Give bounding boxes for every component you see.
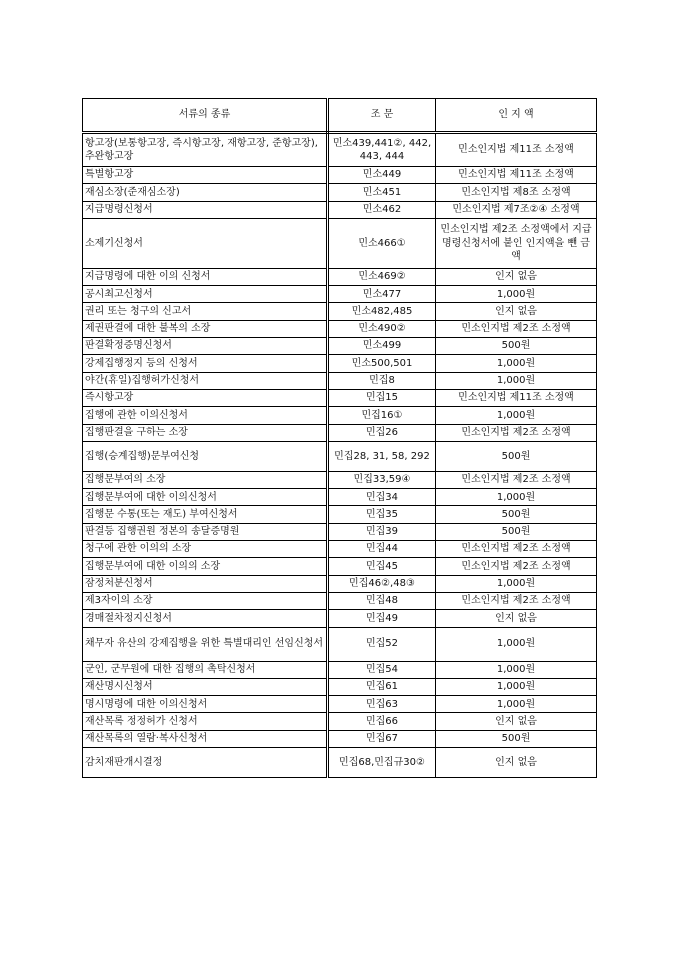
article-cell: 민소451 — [328, 184, 436, 201]
document-type-cell: 제권판결에 대한 불복의 소장 — [83, 320, 328, 337]
document-type-cell: 판결확정증명신청서 — [83, 338, 328, 355]
table-row — [83, 661, 597, 678]
article-cell: 민소500,501 — [328, 355, 436, 372]
header-stamp-fee: 인 지 액 — [436, 99, 597, 133]
stamp-fee-cell: 민소인지법 제8조 소정액 — [436, 184, 597, 201]
article-cell: 민집15 — [328, 389, 436, 406]
article-cell: 민집54 — [328, 661, 436, 678]
stamp-fee-cell: 민소인지법 제2조 소정액 — [436, 558, 597, 575]
stamp-fee-cell: 민소인지법 제2조 소정액 — [436, 424, 597, 441]
table-row — [83, 558, 597, 575]
stamp-fee-cell: 1,000원 — [436, 489, 597, 506]
article-cell: 민집52 — [328, 627, 436, 661]
document-type-cell: 재산목록 정정허가 신청서 — [83, 713, 328, 730]
stamp-fee-cell: 1,000원 — [436, 661, 597, 678]
article-cell: 민소439,441②, 442, 443, 444 — [328, 133, 436, 167]
article-cell: 민집44 — [328, 541, 436, 558]
article-cell: 민집67 — [328, 730, 436, 747]
document-type-cell: 집행(승계집행)문부여신청 — [83, 441, 328, 471]
document-type-cell: 소제기신청서 — [83, 218, 328, 268]
document-type-cell: 권리 또는 청구의 신고서 — [83, 303, 328, 320]
table-row — [83, 441, 597, 471]
table-row — [83, 575, 597, 592]
document-type-cell: 지급명령신청서 — [83, 201, 328, 218]
stamp-fee-cell: 민소인지법 제11조 소정액 — [436, 167, 597, 184]
article-cell: 민집39 — [328, 523, 436, 540]
document-type-cell: 군인, 군무원에 대한 집행의 촉탁신청서 — [83, 661, 328, 678]
article-cell: 민소477 — [328, 286, 436, 303]
table-row — [83, 303, 597, 320]
stamp-fee-cell: 인지 없음 — [436, 610, 597, 627]
stamp-fee-cell: 1,000원 — [436, 286, 597, 303]
article-cell: 민집16① — [328, 407, 436, 424]
article-cell: 민집8 — [328, 372, 436, 389]
document-type-cell: 공시최고신청서 — [83, 286, 328, 303]
stamp-fee-cell: 인지 없음 — [436, 268, 597, 285]
stamp-fee-table — [82, 98, 597, 778]
article-cell: 민소466① — [328, 218, 436, 268]
table-row — [83, 355, 597, 372]
document-type-cell: 집행문부여에 대한 이의신청서 — [83, 489, 328, 506]
document-type-cell: 야간(휴일)집행허가신청서 — [83, 372, 328, 389]
article-cell: 민소449 — [328, 167, 436, 184]
document-type-cell: 지급명령에 대한 이의 신청서 — [83, 268, 328, 285]
table-row — [83, 713, 597, 730]
stamp-fee-cell: 500원 — [436, 523, 597, 540]
table-row — [83, 592, 597, 609]
stamp-fee-cell: 1,000원 — [436, 575, 597, 592]
document-type-cell: 경매절차정지신청서 — [83, 610, 328, 627]
table-row — [83, 133, 597, 167]
table-row — [83, 523, 597, 540]
document-type-cell: 강제집행정지 등의 신청서 — [83, 355, 328, 372]
document-type-cell: 항고장(보통항고장, 즉시항고장, 재항고장, 준항고장), 추완항고장 — [83, 133, 328, 167]
table-row — [83, 167, 597, 184]
header-article: 조 문 — [328, 99, 436, 133]
document-type-cell: 판결등 집행권원 정본의 송달증명원 — [83, 523, 328, 540]
document-type-cell: 특별항고장 — [83, 167, 328, 184]
document-type-cell: 명시명령에 대한 이의신청서 — [83, 696, 328, 713]
table-row — [83, 506, 597, 523]
article-cell: 민집26 — [328, 424, 436, 441]
table-row — [83, 320, 597, 337]
stamp-fee-cell: 1,000원 — [436, 355, 597, 372]
table-row — [83, 627, 597, 661]
stamp-fee-cell: 1,000원 — [436, 696, 597, 713]
article-cell: 민집66 — [328, 713, 436, 730]
stamp-fee-cell: 민소인지법 제2조 소정액 — [436, 320, 597, 337]
article-cell: 민집49 — [328, 610, 436, 627]
stamp-fee-cell: 민소인지법 제2조 소정액 — [436, 471, 597, 488]
stamp-fee-cell: 인지 없음 — [436, 713, 597, 730]
article-cell: 민소462 — [328, 201, 436, 218]
document-type-cell: 제3자이의 소장 — [83, 592, 328, 609]
stamp-fee-cell: 민소인지법 제11조 소정액 — [436, 389, 597, 406]
stamp-fee-cell: 민소인지법 제11조 소정액 — [436, 133, 597, 167]
stamp-fee-cell: 인지 없음 — [436, 303, 597, 320]
document-type-cell: 집행문 수통(또는 재도) 부여신청서 — [83, 506, 328, 523]
stamp-fee-cell: 인지 없음 — [436, 748, 597, 778]
article-cell: 민소482,485 — [328, 303, 436, 320]
document-type-cell: 집행에 관한 이의신청서 — [83, 407, 328, 424]
article-cell: 민집61 — [328, 678, 436, 695]
table-row — [83, 541, 597, 558]
document-type-cell: 잠정처분신청서 — [83, 575, 328, 592]
article-cell: 민집48 — [328, 592, 436, 609]
stamp-fee-cell: 500원 — [436, 338, 597, 355]
document-type-cell: 감치재판개시결정 — [83, 748, 328, 778]
article-cell: 민집45 — [328, 558, 436, 575]
stamp-fee-cell: 1,000원 — [436, 407, 597, 424]
article-cell: 민집28, 31, 58, 292 — [328, 441, 436, 471]
document-type-cell: 재산명시신청서 — [83, 678, 328, 695]
table-row — [83, 389, 597, 406]
stamp-fee-cell: 500원 — [436, 506, 597, 523]
article-cell: 민소469② — [328, 268, 436, 285]
table-row — [83, 424, 597, 441]
article-cell: 민집68,민집규30② — [328, 748, 436, 778]
table-row — [83, 678, 597, 695]
document-type-cell: 재산목록의 열람·복사신청서 — [83, 730, 328, 747]
table-header-row — [83, 99, 597, 133]
table-body — [83, 133, 597, 778]
table-row — [83, 730, 597, 747]
article-cell: 민집63 — [328, 696, 436, 713]
document-type-cell: 집행문부여에 대한 이의의 소장 — [83, 558, 328, 575]
article-cell: 민집35 — [328, 506, 436, 523]
article-cell: 민집34 — [328, 489, 436, 506]
table-row — [83, 407, 597, 424]
document-type-cell: 채무자 유산의 강제집행을 위한 특별대리인 선임신청서 — [83, 627, 328, 661]
article-cell: 민집46②,48③ — [328, 575, 436, 592]
table-row — [83, 696, 597, 713]
stamp-fee-cell: 민소인지법 제7조②④ 소정액 — [436, 201, 597, 218]
table-row — [83, 218, 597, 268]
stamp-fee-cell: 1,000원 — [436, 678, 597, 695]
table-row — [83, 201, 597, 218]
stamp-fee-cell: 민소인지법 제2조 소정액에서 지급명령신청서에 붙인 인지액을 뺀 금액 — [436, 218, 597, 268]
table-row — [83, 610, 597, 627]
stamp-fee-cell: 민소인지법 제2조 소정액 — [436, 592, 597, 609]
table-row — [83, 372, 597, 389]
article-cell: 민소490② — [328, 320, 436, 337]
document-type-cell: 집행문부여의 소장 — [83, 471, 328, 488]
stamp-fee-cell: 민소인지법 제2조 소정액 — [436, 541, 597, 558]
document-type-cell: 집행판결을 구하는 소장 — [83, 424, 328, 441]
document-type-cell: 즉시항고장 — [83, 389, 328, 406]
header-document-type: 서류의 종류 — [83, 99, 328, 133]
table-row — [83, 338, 597, 355]
article-cell: 민집33,59④ — [328, 471, 436, 488]
article-cell: 민소499 — [328, 338, 436, 355]
table-row — [83, 268, 597, 285]
document-type-cell: 재심소장(준재심소장) — [83, 184, 328, 201]
stamp-fee-cell: 1,000원 — [436, 627, 597, 661]
table-row — [83, 471, 597, 488]
table-row — [83, 748, 597, 778]
table-row — [83, 286, 597, 303]
document-type-cell: 청구에 관한 이의의 소장 — [83, 541, 328, 558]
table-row — [83, 184, 597, 201]
stamp-fee-cell: 500원 — [436, 441, 597, 471]
stamp-fee-cell: 500원 — [436, 730, 597, 747]
stamp-fee-cell: 1,000원 — [436, 372, 597, 389]
table-row — [83, 489, 597, 506]
